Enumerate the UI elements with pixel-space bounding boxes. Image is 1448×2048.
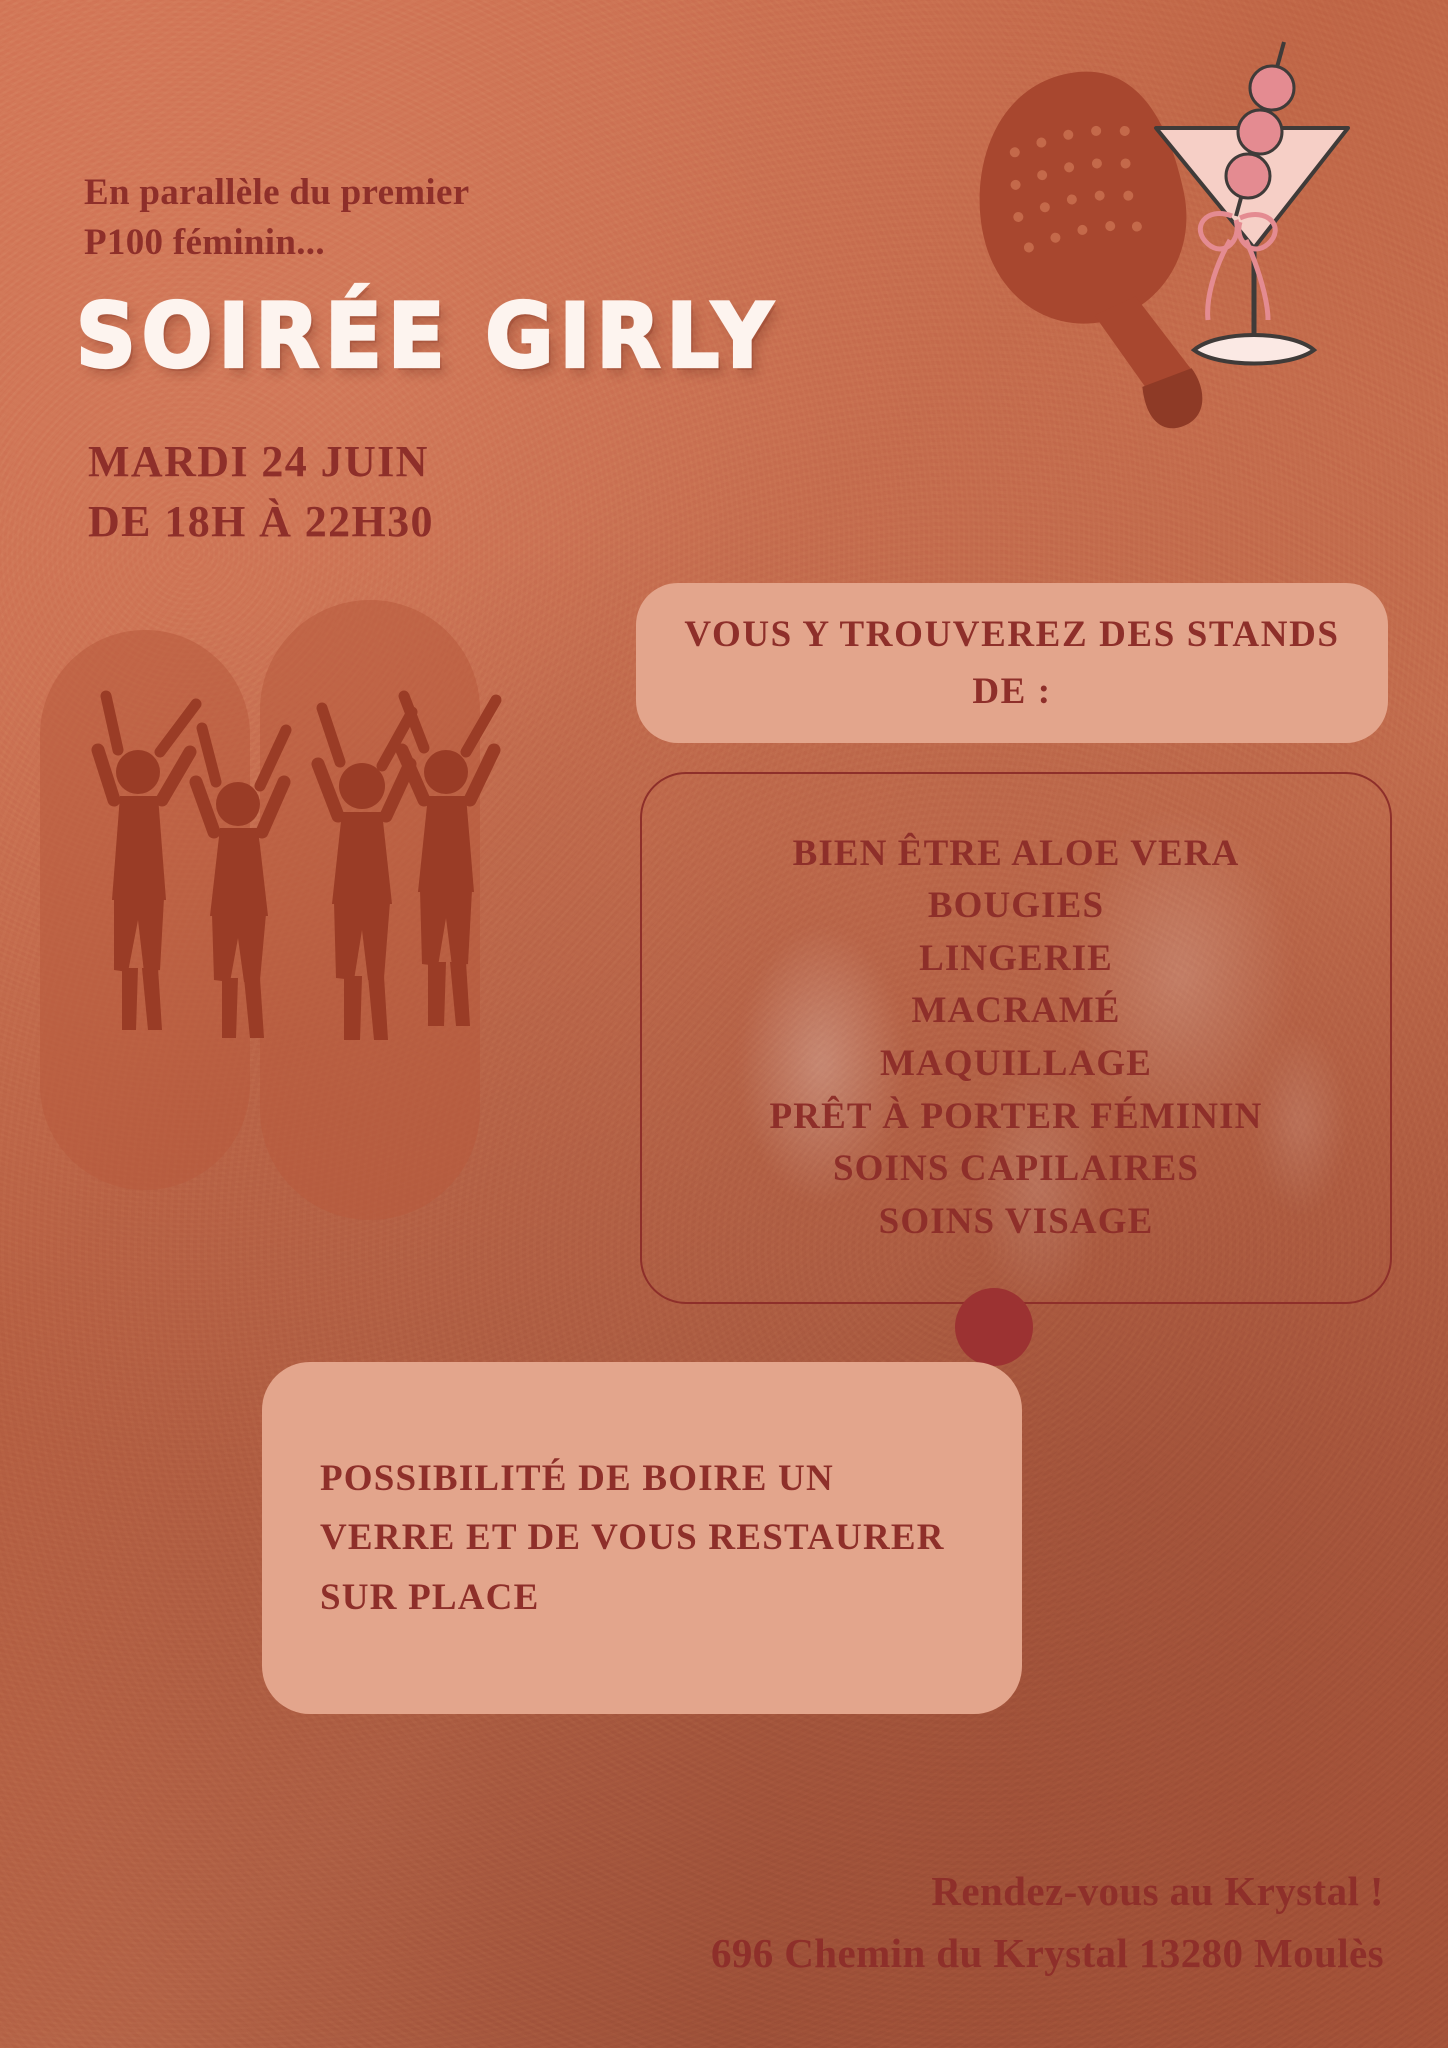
list-item: SOINS CAPILAIRES xyxy=(832,1148,1200,1190)
stands-heading: VOUS Y TROUVEREZ DES STANDS DE : xyxy=(636,583,1388,743)
decorative-dot xyxy=(955,1288,1033,1366)
list-item: PRÊT À PORTER FÉMININ xyxy=(769,1095,1263,1137)
page-title: SOIRÉE GIRLY xyxy=(76,285,779,388)
list-item: SOINS VISAGE xyxy=(878,1200,1154,1242)
footer-address xyxy=(711,1861,1384,1984)
event-date xyxy=(88,432,434,552)
intro-text xyxy=(84,168,784,269)
list-item: MAQUILLAGE xyxy=(879,1043,1153,1084)
intro-line-2: P100 féminin... xyxy=(84,222,325,264)
list-item: BOUGIES xyxy=(927,885,1105,927)
food-note-box: POSSIBILITÉ DE BOIRE UN VERRE ET DE VOUS RESTAURER SUR PLACE xyxy=(262,1362,1022,1714)
padel-racket-icon xyxy=(968,20,1428,450)
intro-line-1: En parallèle du premier xyxy=(84,172,470,213)
date-line-1: MARDI 24 JUIN xyxy=(88,437,429,486)
footer-line-2: 696 Chemin du Krystal 13280 Moulès xyxy=(710,1929,1384,1976)
footer-line-1: Rendez-vous au Krystal ! xyxy=(931,1868,1384,1914)
dancing-women-silhouettes xyxy=(10,600,660,1340)
list-item: BIEN ÊTRE ALOE VERA xyxy=(792,832,1240,874)
stands-list-box xyxy=(640,772,1392,1304)
list-item: MACRAMÉ xyxy=(911,990,1121,1032)
date-line-2: DE 18H À 22H30 xyxy=(88,496,434,546)
list-item: LINGERIE xyxy=(919,937,1113,979)
stands-list xyxy=(770,828,1263,1248)
